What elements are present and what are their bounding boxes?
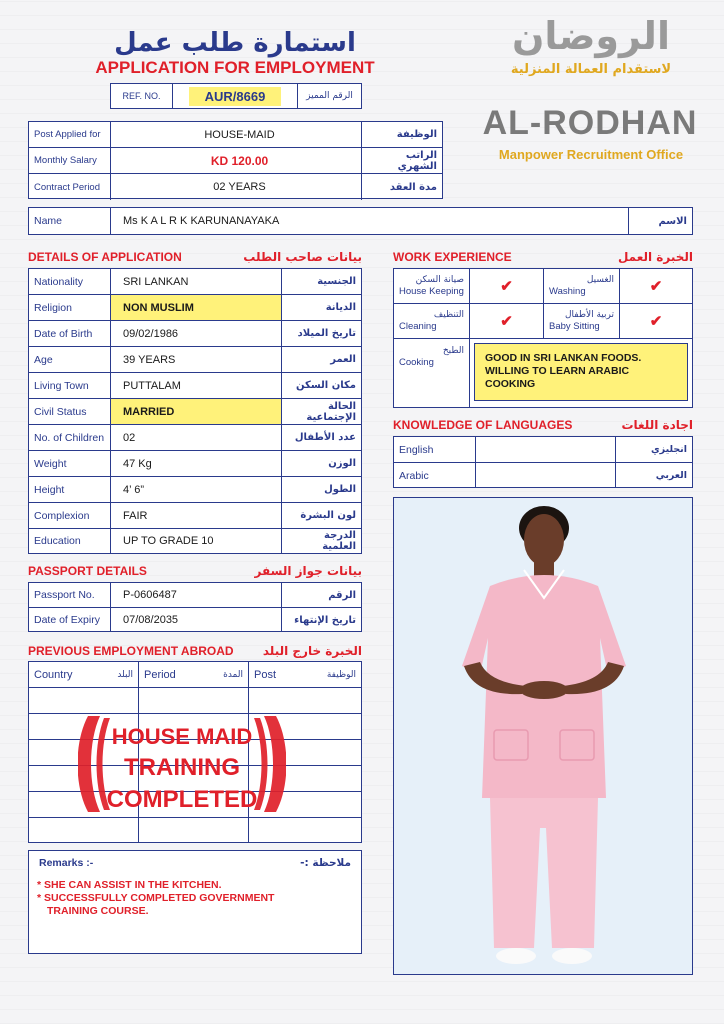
- passport-row: [29, 583, 361, 608]
- detail-value: MARRIED: [111, 399, 281, 424]
- work-heading: [393, 250, 693, 264]
- detail-value: SRI LANKAN: [123, 275, 189, 288]
- training-completed-stamp: [78, 712, 286, 816]
- job-value: HOUSE-MAID: [204, 128, 275, 141]
- applicant-figure: [394, 498, 693, 975]
- detail-label: No. of Children: [29, 425, 111, 450]
- previous-col: [139, 662, 249, 687]
- passport-row: [29, 608, 361, 632]
- detail-value: 09/02/1986: [123, 327, 179, 340]
- name-label: Name: [29, 208, 111, 234]
- passport-label: Passport No.: [29, 583, 111, 607]
- details-heading: [28, 250, 362, 264]
- language-label-ar: العربي: [655, 470, 687, 481]
- stamp-line-2: TRAINING: [124, 754, 240, 781]
- previous-title-ar: الخبرة خارج البلد: [262, 644, 362, 658]
- detail-label-ar: الجنسية: [281, 269, 361, 294]
- applicant-photo: [393, 497, 693, 975]
- job-label-ar: مدة العقد: [361, 174, 442, 200]
- detail-row: [29, 503, 361, 529]
- remarks-label-ar: ملاحظة :-: [300, 857, 351, 869]
- detail-label: Date of Birth: [29, 321, 111, 346]
- logo-tagline-ar: لاستقدام العمالة المنزلية: [510, 62, 672, 77]
- details-table: [28, 268, 362, 554]
- detail-label: Civil Status: [29, 399, 111, 424]
- cooking-label-ar: الطبخ: [442, 346, 464, 356]
- previous-empty-row: [29, 688, 361, 714]
- col-country: Country: [34, 668, 73, 681]
- previous-col: [249, 662, 361, 687]
- detail-label: Complexion: [29, 503, 111, 528]
- remark-item: * SHE CAN ASSIST IN THE KITCHEN.: [37, 879, 222, 891]
- work-label: Washing: [549, 286, 586, 297]
- job-table: [28, 121, 443, 199]
- language-level: [476, 463, 616, 488]
- detail-row: [29, 373, 361, 399]
- remark-item: * SUCCESSFULLY COMPLETED GOVERNMENT: [37, 892, 275, 904]
- detail-row: [29, 425, 361, 451]
- ref-label: REF. NO.: [111, 84, 173, 108]
- languages-table: [393, 436, 693, 488]
- language-label: English: [394, 437, 476, 462]
- ref-label-ar: الرقم المميز: [297, 84, 361, 108]
- detail-row: [29, 347, 361, 373]
- detail-label-ar: الديانة: [281, 295, 361, 320]
- form-title: APPLICATION FOR EMPLOYMENT: [95, 58, 375, 77]
- passport-heading: [28, 564, 362, 578]
- previous-col: [29, 662, 139, 687]
- job-row: [29, 148, 442, 174]
- work-title-ar: الخبرة العمل: [617, 250, 693, 264]
- work-row: [394, 269, 692, 304]
- language-row: [394, 437, 692, 463]
- detail-label-ar: لون البشرة: [281, 503, 361, 528]
- work-check-cell: [620, 269, 692, 303]
- work-label: Baby Sitting: [549, 321, 600, 332]
- work-table: [393, 268, 693, 408]
- previous-title: PREVIOUS EMPLOYMENT ABROAD: [28, 644, 234, 658]
- work-label: House Keeping: [399, 286, 464, 297]
- detail-label-ar: الدرجة العلمية: [281, 529, 361, 553]
- job-value: 02 YEARS: [213, 181, 266, 193]
- col-period: Period: [144, 668, 176, 681]
- name-row: [28, 207, 693, 235]
- languages-title: KNOWLEDGE OF LANGUAGES: [393, 418, 573, 432]
- job-label-ar: الراتب الشهري: [361, 148, 442, 173]
- check-icon: ✔: [500, 313, 513, 330]
- logo-name: AL-RODHAN: [482, 104, 698, 142]
- work-label: Cleaning: [399, 321, 437, 332]
- detail-row: [29, 477, 361, 503]
- salary-value: KD 120.00: [210, 153, 269, 168]
- job-label: Contract Period: [29, 174, 111, 200]
- check-icon: ✔: [649, 313, 663, 330]
- job-row: [29, 174, 442, 200]
- col-country-ar: البلد: [117, 669, 133, 680]
- detail-row: [29, 399, 361, 425]
- form-title-ar: استمارة طلب عمل: [114, 28, 356, 58]
- detail-row: [29, 321, 361, 347]
- remarks-box: [28, 850, 362, 954]
- previous-heading: [28, 644, 362, 658]
- work-check-cell: [470, 304, 544, 338]
- cooking-label: Cooking: [399, 357, 434, 368]
- cooking-row: [394, 339, 692, 407]
- logo-name-ar: الروضان: [512, 14, 670, 58]
- check-icon: ✔: [500, 278, 513, 295]
- col-post-ar: الوظيفة: [326, 669, 356, 680]
- detail-row: [29, 451, 361, 477]
- passport-value: P-0606487: [123, 589, 177, 601]
- languages-title-ar: اجادة اللغات: [621, 418, 693, 432]
- detail-label: Age: [29, 347, 111, 372]
- previous-empty-row: [29, 818, 361, 842]
- name-label-ar: الاسم: [628, 208, 692, 234]
- language-label-ar: انجليزي: [650, 444, 687, 455]
- job-row: [29, 122, 442, 148]
- detail-label-ar: الحالة الإجتماعية: [281, 399, 361, 424]
- details-title: DETAILS OF APPLICATION: [28, 250, 182, 264]
- work-item-label: [544, 269, 620, 303]
- detail-value: FAIR: [123, 509, 148, 522]
- remarks-list: [29, 869, 361, 918]
- passport-title: PASSPORT DETAILS: [28, 564, 147, 578]
- detail-label-ar: الوزن: [281, 451, 361, 476]
- job-label-ar: الوظيفة: [361, 122, 442, 147]
- work-title: WORK EXPERIENCE: [393, 250, 512, 264]
- detail-label: Weight: [29, 451, 111, 476]
- work-label-ar: التنظيف: [433, 310, 464, 320]
- remark-item: TRAINING COURSE.: [47, 905, 149, 917]
- detail-value: PUTTALAM: [123, 379, 181, 392]
- col-period-ar: المدة: [223, 669, 243, 680]
- name-value: Ms K A L R K KARUNANAYAKA: [123, 215, 280, 227]
- remarks-header: [29, 851, 361, 869]
- cooking-note-cell: [470, 339, 692, 407]
- language-level: [476, 437, 616, 462]
- work-label-ar: تربية الأطفال: [564, 310, 614, 320]
- detail-label: Nationality: [29, 269, 111, 294]
- remarks-label: Remarks :-: [39, 857, 94, 869]
- detail-value: UP TO GRADE 10: [123, 535, 214, 547]
- detail-label-ar: الطول: [281, 477, 361, 502]
- detail-label-ar: عدد الأطفال: [281, 425, 361, 450]
- passport-title-ar: بيانات جواز السفر: [254, 564, 362, 578]
- detail-label-ar: العمر: [281, 347, 361, 372]
- work-item-label: [394, 269, 470, 303]
- work-row: [394, 304, 692, 339]
- detail-value: 39 YEARS: [123, 353, 176, 366]
- job-label: Monthly Salary: [29, 148, 111, 173]
- detail-row: [29, 295, 361, 321]
- details-title-ar: بيانات صاحب الطلب: [243, 250, 362, 264]
- detail-label: Religion: [29, 295, 111, 320]
- detail-value: 4’ 6”: [123, 483, 144, 496]
- stamp-line-3: COMPLETED: [106, 786, 258, 813]
- work-check-cell: [470, 269, 544, 303]
- detail-value: NON MUSLIM: [111, 295, 281, 320]
- stamp-line-1: HOUSE MAID: [111, 724, 253, 749]
- detail-label: Education: [29, 529, 111, 553]
- languages-heading: [393, 418, 693, 432]
- check-icon: ✔: [649, 278, 663, 295]
- detail-value: 02: [123, 431, 136, 444]
- logo-tagline: Manpower Recruitment Office: [498, 147, 684, 162]
- ref-value-cell: [173, 84, 297, 108]
- passport-value: 07/08/2035: [123, 614, 179, 626]
- cooking-label-cell: [394, 339, 470, 407]
- detail-row: [29, 529, 361, 553]
- work-label-ar: صيانة السكن: [415, 275, 464, 285]
- work-item-label: [544, 304, 620, 338]
- work-item-label: [394, 304, 470, 338]
- work-label-ar: الغسيل: [586, 275, 614, 285]
- ref-number-row: [110, 83, 362, 109]
- detail-label: Living Town: [29, 373, 111, 398]
- language-label: Arabic: [394, 463, 476, 488]
- passport-label: Date of Expiry: [29, 608, 111, 632]
- detail-row: [29, 269, 361, 295]
- col-post: Post: [254, 668, 277, 681]
- passport-label-ar: الرقم: [281, 583, 361, 607]
- cooking-note: GOOD IN SRI LANKAN FOODS. WILLING TO LEARN ARABIC COOKING: [474, 343, 688, 401]
- previous-header-row: [29, 662, 361, 688]
- passport-table: [28, 582, 362, 632]
- detail-value: 47 Kg: [123, 457, 152, 470]
- detail-label-ar: مكان السكن: [281, 373, 361, 398]
- work-check-cell: [620, 304, 692, 338]
- job-label: Post Applied for: [29, 122, 111, 147]
- passport-label-ar: تاريخ الإنتهاء: [281, 608, 361, 632]
- detail-label: Height: [29, 477, 111, 502]
- ref-value: AUR/8669: [189, 87, 282, 106]
- language-row: [394, 463, 692, 488]
- detail-label-ar: تاريخ الميلاد: [281, 321, 361, 346]
